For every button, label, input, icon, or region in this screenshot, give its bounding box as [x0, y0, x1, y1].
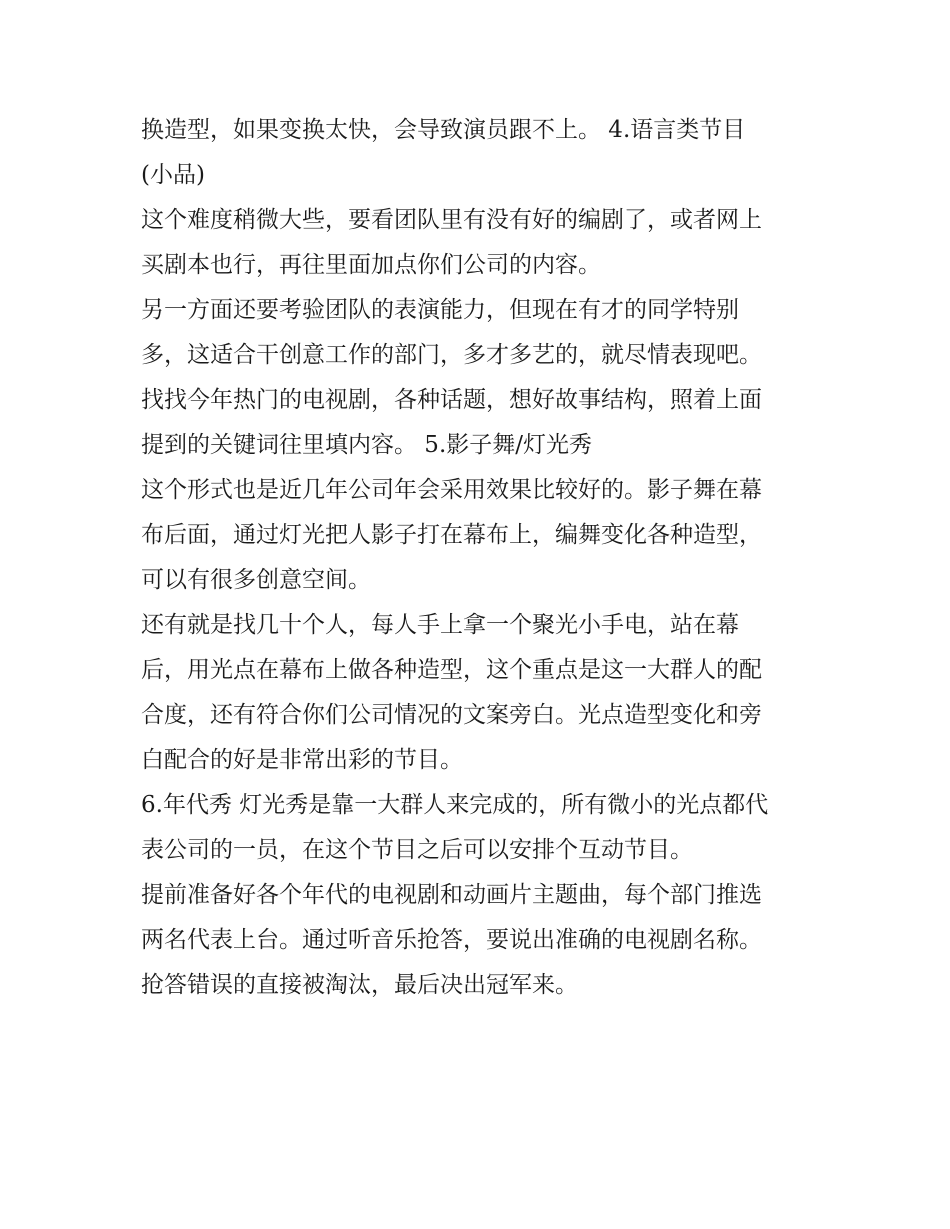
- text-line: 抢答错误的直接被淘汰，最后决出冠军来。: [141, 972, 578, 998]
- text-line: 找找今年热门的电视剧，各种话题，想好故事结构，照着上面: [141, 387, 762, 413]
- text-line: 另一方面还要考验团队的表演能力，但现在有才的同学特别: [141, 297, 739, 323]
- text-line: 还有就是找几十个人，每人手上拿一个聚光小手电，站在幕: [141, 612, 739, 638]
- text-line: 表公司的一员，在这个节目之后可以安排个互动节目。: [141, 837, 693, 863]
- text-line: 后，用光点在幕布上做各种造型，这个重点是这一大群人的配: [141, 657, 762, 683]
- text-line: 买剧本也行，再往里面加点你们公司的内容。: [141, 252, 601, 278]
- text-line: 可以有很多创意空间。: [141, 567, 371, 593]
- text-line: (小品): [141, 162, 205, 188]
- text-line: 合度，还有符合你们公司情况的文案旁白。光点造型变化和旁: [141, 702, 762, 728]
- text-line: 6.年代秀 灯光秀是靠一大群人来完成的，所有微小的光点都代: [141, 792, 769, 818]
- text-line: 多，这适合干创意工作的部门，多才多艺的，就尽情表现吧。: [141, 342, 762, 368]
- text-line: 换造型，如果变换太快，会导致演员跟不上。 4.语言类节目: [141, 117, 746, 143]
- text-line: 提到的关键词往里填内容。 5.影子舞/灯光秀: [141, 432, 593, 458]
- document-body: [141, 112, 821, 1012]
- text-line: 这个难度稍微大些，要看团队里有没有好的编剧了，或者网上: [141, 207, 762, 233]
- text-line: 提前准备好各个年代的电视剧和动画片主题曲，每个部门推选: [141, 882, 762, 908]
- text-line: 两名代表上台。通过听音乐抢答，要说出准确的电视剧名称。: [141, 927, 762, 953]
- text-line: 白配合的好是非常出彩的节目。: [141, 747, 463, 773]
- text-line: 这个形式也是近几年公司年会采用效果比较好的。影子舞在幕: [141, 477, 762, 503]
- text-line: 布后面，通过灯光把人影子打在幕布上，编舞变化各种造型，: [141, 522, 762, 548]
